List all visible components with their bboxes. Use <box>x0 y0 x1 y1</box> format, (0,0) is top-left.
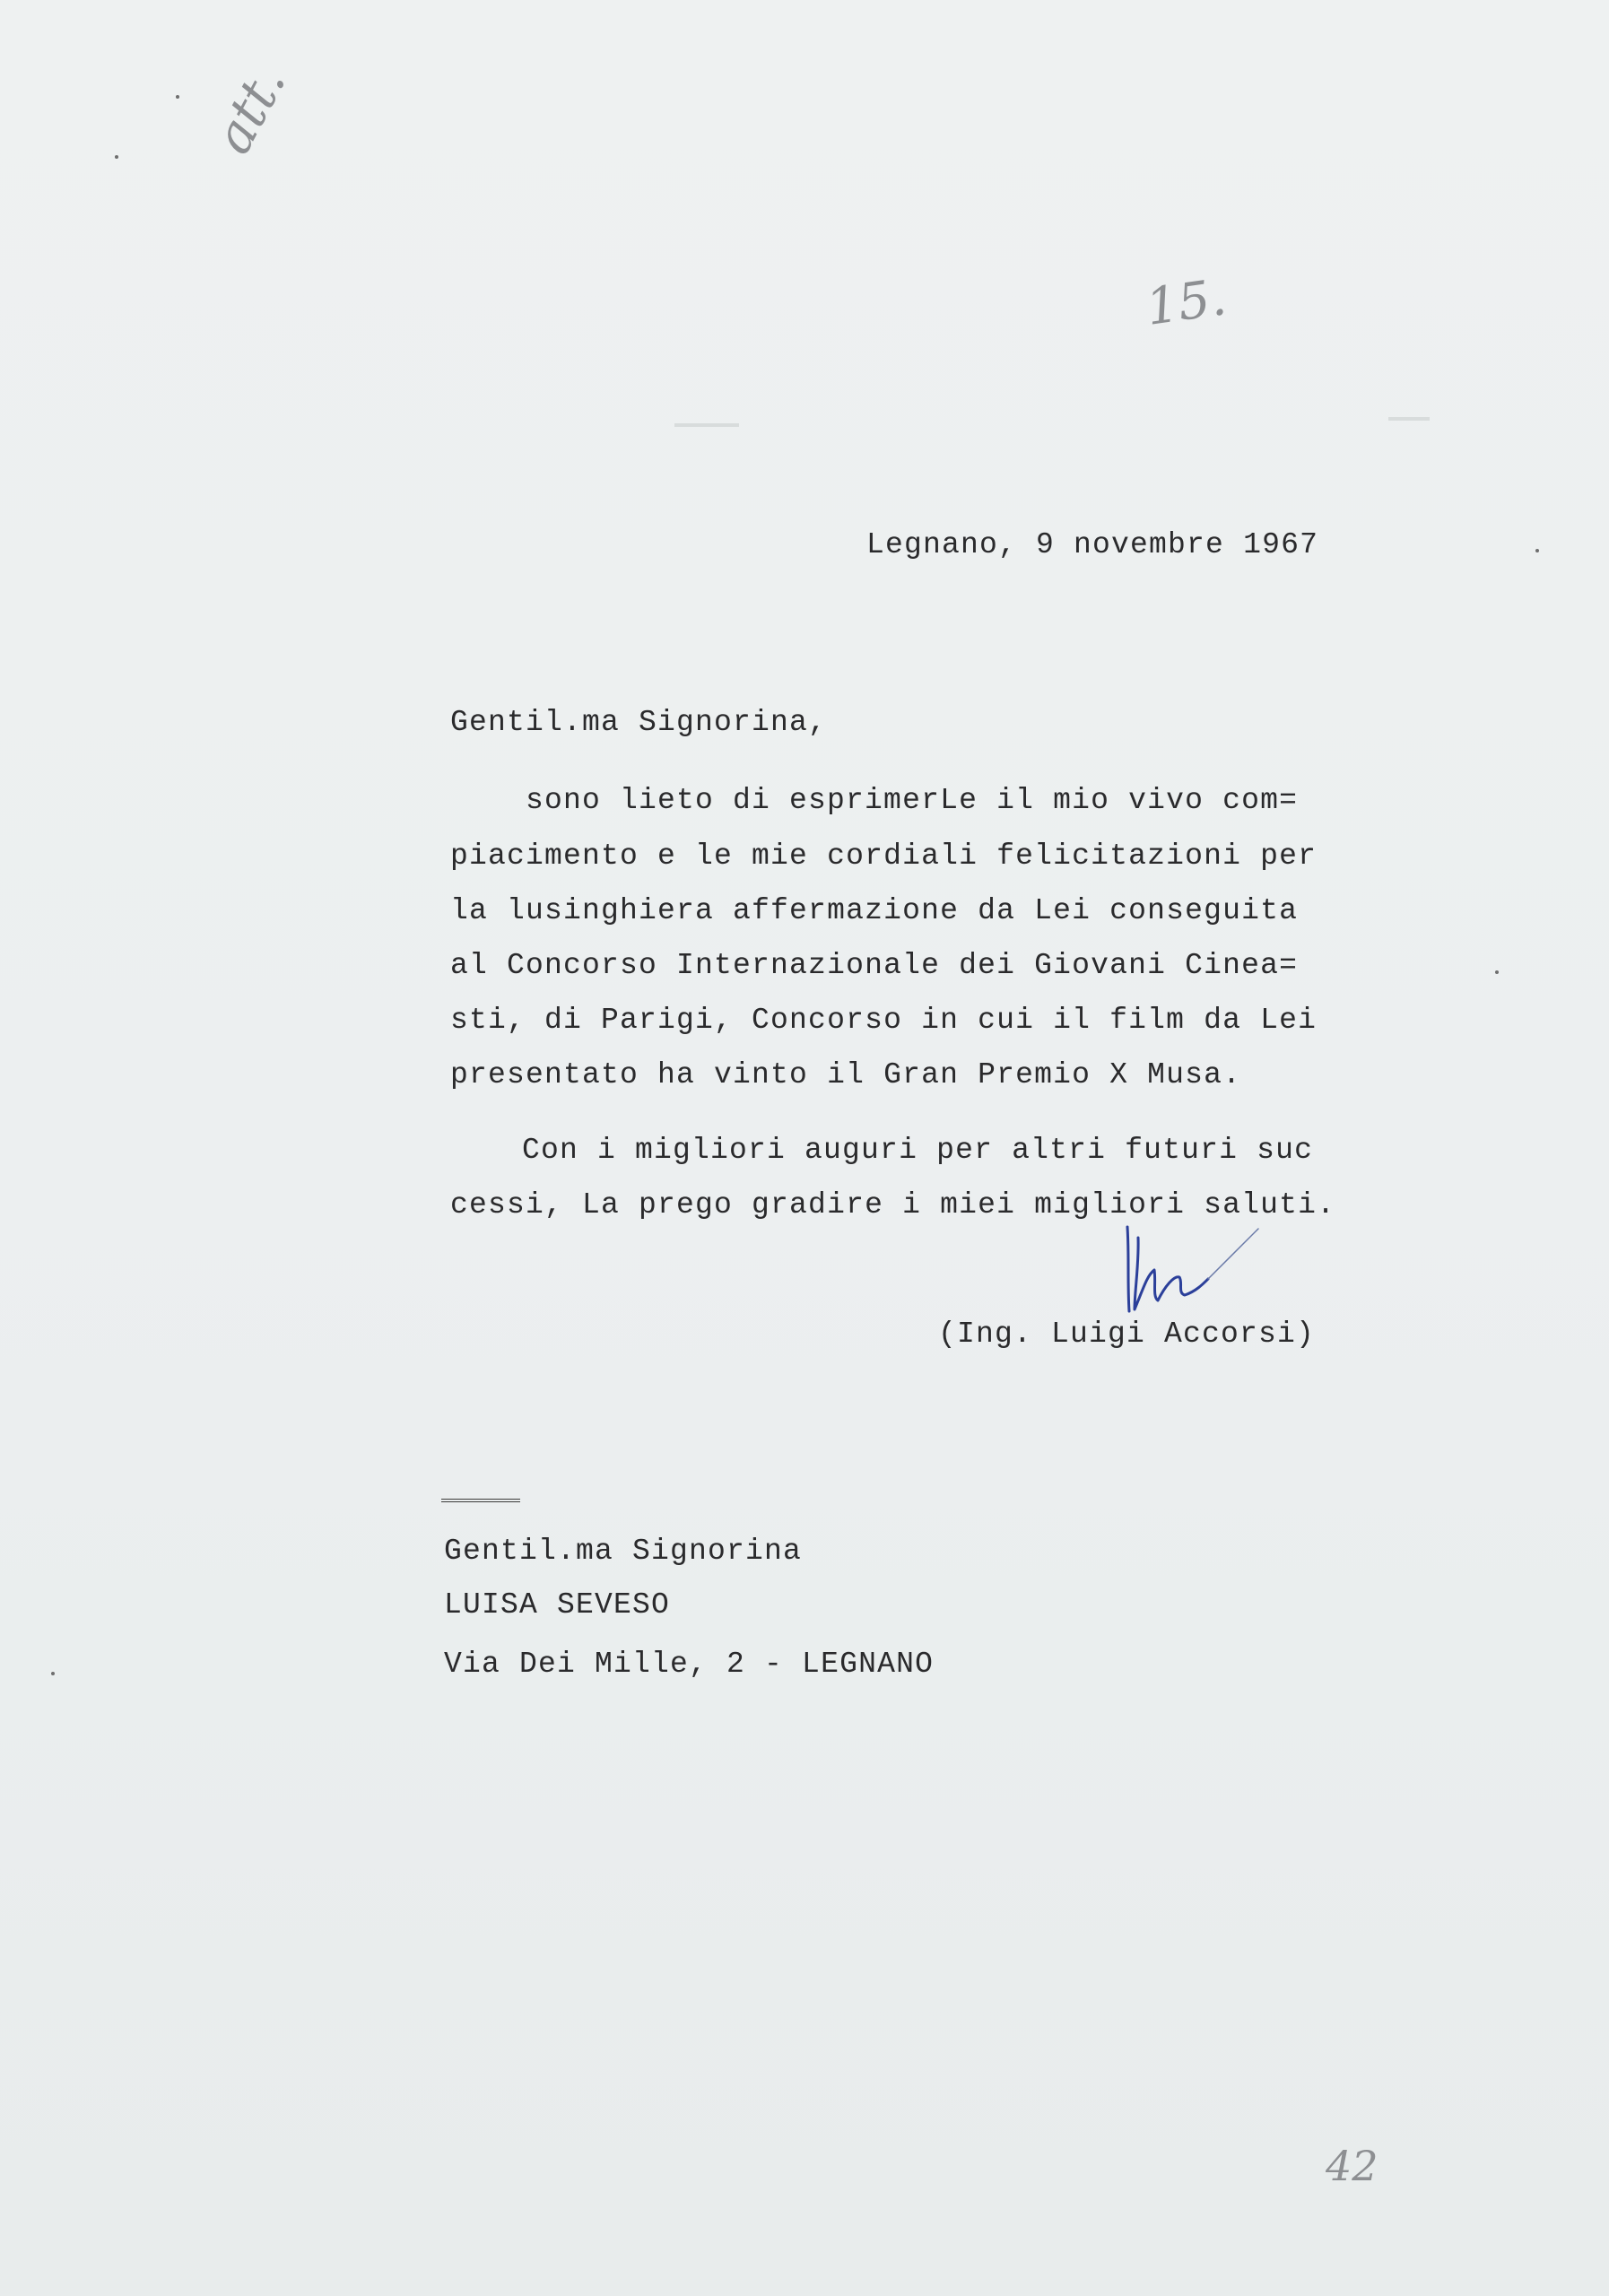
paper-speck <box>51 1672 55 1675</box>
paper-speck <box>1535 549 1539 552</box>
recipient-line: LUISA SEVESO <box>444 1588 671 1622</box>
body-line: sono lieto di esprimerLe il mio vivo com= <box>526 784 1299 817</box>
salutation: Gentil.ma Signorina, <box>450 706 828 739</box>
paper-speck <box>115 155 118 159</box>
separator-dash <box>441 1499 520 1502</box>
show-through-mark <box>674 423 739 427</box>
annotation-page-number: 42 <box>1326 2142 1379 2190</box>
recipient-line: Gentil.ma Signorina <box>444 1535 803 1568</box>
recipient-line: Via Dei Mille, 2 - LEGNANO <box>444 1648 935 1681</box>
body-line: cessi, La prego gradire i miei migliori saluti. <box>450 1188 1336 1222</box>
body-line: Con i migliori auguri per altri futuri suc <box>522 1134 1314 1167</box>
body-line: la lusinghiera affermazione da Lei conseguita <box>450 894 1299 927</box>
annotation-top-right: 15. <box>1142 268 1231 337</box>
paper-speck <box>176 95 179 99</box>
annotation-top-left: att. <box>202 56 298 163</box>
signatory-name: (Ing. Luigi Accorsi) <box>938 1318 1316 1351</box>
body-line: al Concorso Internazionale dei Giovani Cinea= <box>450 949 1299 982</box>
handwritten-signature <box>1108 1211 1260 1318</box>
place-date: Legnano, 9 novembre 1967 <box>866 528 1319 561</box>
paper-speck <box>1495 970 1499 974</box>
body-line: presentato ha vinto il Gran Premio X Musa. <box>450 1058 1242 1091</box>
show-through-mark <box>1388 417 1430 421</box>
body-line: sti, di Parigi, Concorso in cui il film da Lei <box>450 1004 1318 1037</box>
body-line: piacimento e le mie cordiali felicitazioni per <box>450 839 1318 873</box>
